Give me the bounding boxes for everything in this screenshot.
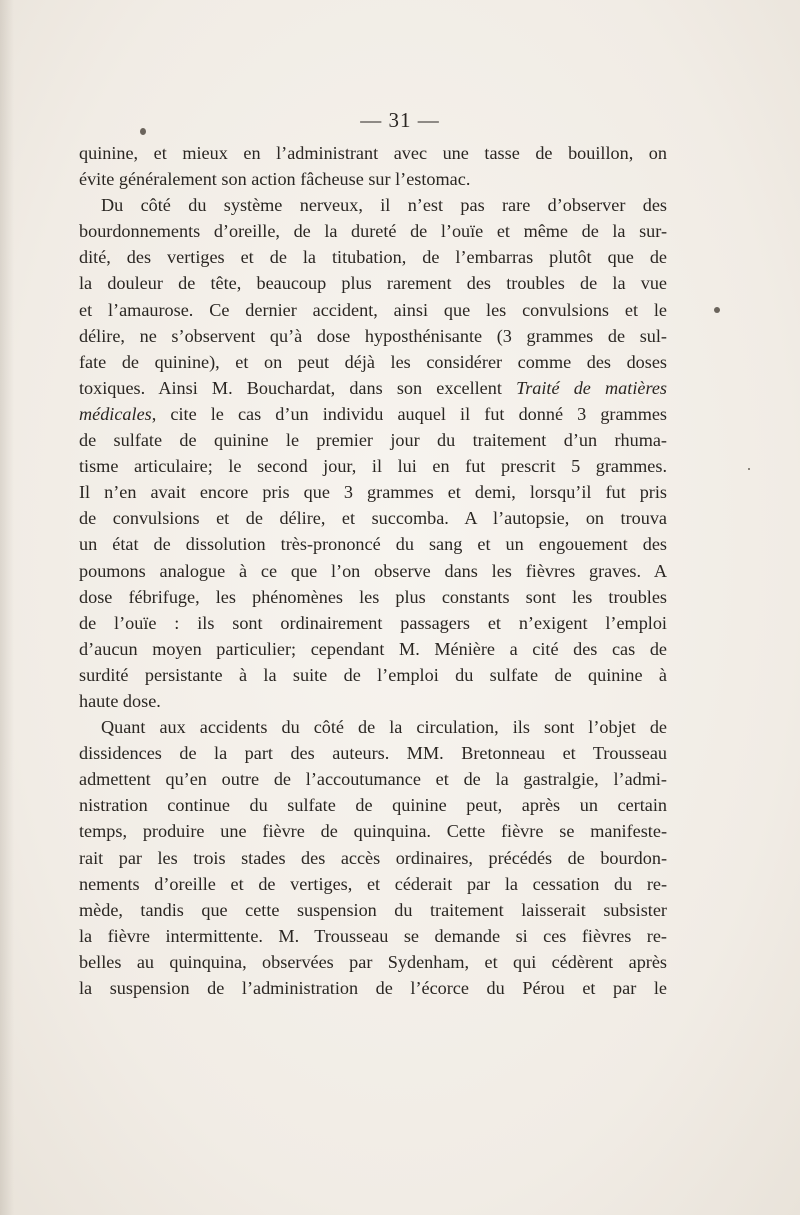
line-text: quinine, et mieux en l’administrant avec une tasse de bouillon, on <box>79 143 667 163</box>
line-text: la douleur de tête, beaucoup plus rarement des troubles de la vue <box>79 273 667 294</box>
line-text: surdité persistante à la suite de l’emploi du sulfate de quinine à <box>79 664 667 685</box>
text-line <box>79 244 667 270</box>
line-text: belles au quinquina, observées par Sydenham, et qui cédèrent après <box>79 951 667 972</box>
line-text: la suspension de l’administration de l’écorce du Pérou et par le <box>79 978 667 998</box>
line-text: la fièvre intermittente. M. Trousseau se demande si ces fièvres re- <box>79 925 667 946</box>
text-line <box>79 270 667 296</box>
text-line <box>79 714 667 740</box>
line-text: mède, tandis que cette suspension du traitement laisserait subsister <box>79 899 667 920</box>
line-text: dissidences de la part des auteurs. MM. Bretonneau et Trousseau <box>79 743 667 764</box>
text-line <box>79 636 667 662</box>
line-text: Du côté du système nerveux, il n’est pas rare d’observer des <box>101 195 667 216</box>
text-line <box>79 897 667 923</box>
body-text <box>79 140 667 1001</box>
text-line <box>79 323 667 349</box>
line-text: dité, des vertiges et de la titubation, de l’embarras plutôt que de <box>79 247 667 268</box>
text-line <box>79 845 667 871</box>
line-text: dose fébrifuge, les phénomènes les plus constants sont les troubles <box>79 586 667 607</box>
text-line <box>79 584 667 610</box>
ink-speck <box>748 468 750 470</box>
line-text: temps, produire une fièvre de quinquina. Cette fièvre se manifeste- <box>79 821 667 842</box>
line-text: de sulfate de quinine le premier jour du traitement d’un rhuma- <box>79 430 667 451</box>
line-text: et l’amaurose. Ce dernier accident, ainsi que les convulsions et le <box>79 299 667 320</box>
line-text: fate de quinine), et on peut déjà les considérer comme des doses <box>79 351 667 372</box>
text-line <box>79 923 667 949</box>
text-line <box>79 818 667 844</box>
text-line <box>79 479 667 505</box>
line-text: nements d’oreille et de vertiges, et céderait par la cessation du re- <box>79 873 667 894</box>
line-text: , cite le cas d’un individu auquel il fut donné 3 grammes <box>151 403 667 424</box>
page-number: — 31 — <box>360 108 440 132</box>
text-line <box>79 505 667 531</box>
page-edge-shadow <box>0 0 14 1215</box>
line-text: de convulsions et de délire, et succomba. A l’autopsie, on trouva <box>79 508 667 529</box>
text-line <box>79 740 667 766</box>
text-line <box>79 792 667 818</box>
text-line <box>79 975 667 1001</box>
text-line <box>79 558 667 584</box>
text-line <box>79 297 667 323</box>
text-line <box>79 427 667 453</box>
text-line <box>79 610 667 636</box>
italic-text: médicales <box>79 403 152 424</box>
line-text: toxiques. Ainsi M. Bouchardat, dans son excellent <box>79 377 517 398</box>
line-text: Il n’en avait encore pris que 3 grammes et demi, lorsqu’il fut pris <box>79 482 667 503</box>
text-line <box>79 140 667 166</box>
text-line <box>79 375 667 401</box>
line-text: haute dose. <box>79 690 161 711</box>
ink-speck <box>714 307 720 313</box>
line-text: admettent qu’en outre de l’accoutumance et de la gastralgie, l’admi- <box>79 769 667 790</box>
italic-text: Traité de matières <box>516 377 667 398</box>
text-line <box>79 766 667 792</box>
line-text: poumons analogue à ce que l’on observe dans les fièvres graves. A <box>79 560 667 581</box>
line-text: de l’ouïe : ils sont ordinairement passagers et n’exigent l’emploi <box>79 612 667 633</box>
line-text: délire, ne s’observent qu’à dose hyposthénisante (3 grammes de sul- <box>79 325 667 346</box>
text-line <box>79 871 667 897</box>
text-line <box>79 453 667 479</box>
line-text: un état de dissolution très-prononcé du sang et un engouement des <box>79 534 667 555</box>
text-line <box>79 218 667 244</box>
text-line <box>79 662 667 688</box>
text-line <box>79 349 667 375</box>
line-text: nistration continue du sulfate de quinine peut, après un certain <box>79 795 667 816</box>
text-line <box>79 949 667 975</box>
line-text: évite généralement son action fâcheuse sur l’estomac. <box>79 169 471 190</box>
text-line <box>79 401 667 427</box>
text-line <box>79 192 667 218</box>
text-line <box>79 688 667 714</box>
text-line <box>79 531 667 557</box>
text-line <box>79 166 667 192</box>
line-text: Quant aux accidents du côté de la circulation, ils sont l’objet de <box>101 717 667 738</box>
line-text: rait par les trois stades des accès ordinaires, précédés de bourdon- <box>79 847 667 868</box>
line-text: tisme articulaire; le second jour, il lui en fut prescrit 5 grammes. <box>79 456 667 477</box>
line-text: bourdonnements d’oreille, de la dureté de l’ouïe et même de la sur- <box>79 221 667 242</box>
line-text: d’aucun moyen particulier; cependant M. Ménière a cité des cas de <box>79 638 667 659</box>
